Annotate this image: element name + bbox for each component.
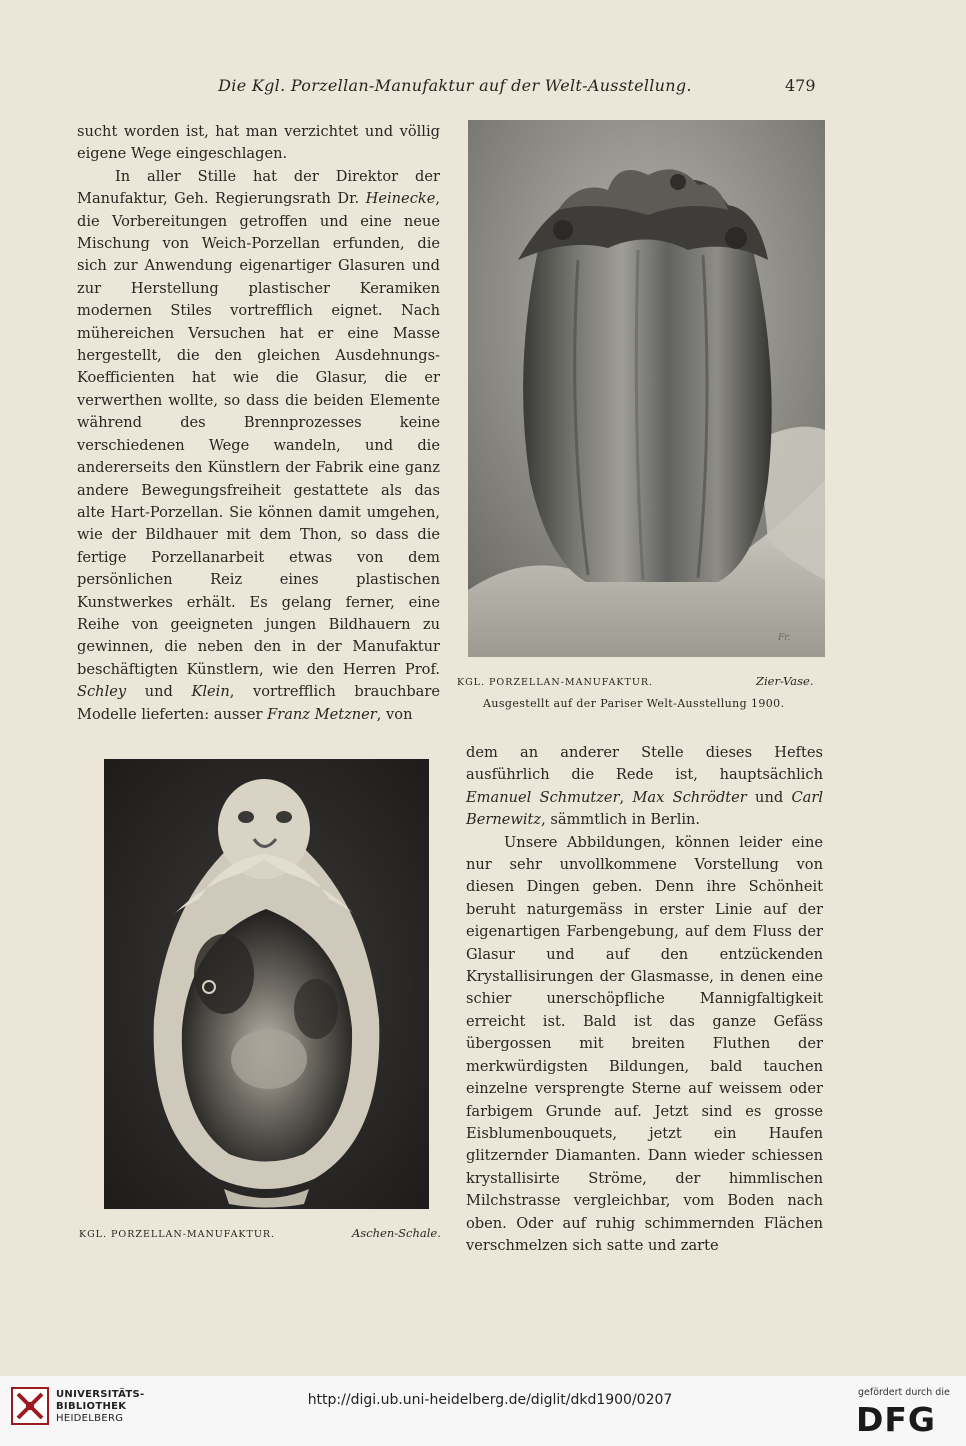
bowl-caption-maker: KGL. PORZELLAN-MANUFAKTUR.: [79, 1229, 276, 1240]
text-run: , vortrefflich brauchbare Modelle lieferten: ausser: [77, 683, 440, 723]
vase-caption-note: Ausgestellt auf der Pariser Welt-Ausstellung 1900.: [483, 697, 785, 710]
text-run: Unsere Abbildungen, können leider eine nur sehr unvollkommene Vorstellung von diesen Dingen geben. Denn ihre Schönheit beruht naturgemäss in erster Linie auf der eigenartigen Farbengebung, auf dem Fluss der Glasur und auf den entzückenden Krystallisirungen der Glasmasse, in denen eine schier unerschöpfliche Mannigfaltigkeit erreicht ist. Bald ist das ganze Gefäss übergossen mit breiten Fluthen der merkwürdigsten Bildungen, bald tauchen einzelne versprengte Sterne auf weissem oder farbigem Grunde auf. Jetzt sind es grosse Eisblumenbouquets, jetzt ein Haufen glitzernder Diamanten. Dann wieder schiessen krystallisirte Ströme, der himmlischen Milchstrasse vergleichbar, vom Boden nach oben. Oder auf ruhig schimmernden Flächen verschmelzen sich satte und zarte: [466, 833, 823, 1254]
italic-name: Emanuel Schmutzer: [466, 788, 620, 806]
text-run: und: [746, 788, 792, 806]
text-run: , sämmtlich in Berlin.: [541, 811, 701, 829]
library-name-line1: UNIVERSITÄTS-: [56, 1389, 145, 1400]
library-name-line2: BIBLIOTHEK: [56, 1401, 127, 1412]
text-run: dem an anderer Stelle dieses Heftes ausführlich die Rede ist, hauptsächlich: [466, 744, 823, 784]
text-run: ,: [619, 788, 633, 806]
bowl-illustration: [104, 759, 429, 1209]
text-run: In aller Stille hat der Direktor der Manufaktur, Geh. Regierungsrath Dr.: [77, 167, 440, 208]
left-text-column: [77, 121, 440, 726]
funded-by-label: gefördert durch die: [858, 1387, 950, 1398]
bowl-caption-title: Aschen-Schale.: [352, 1226, 441, 1240]
italic-name: Klein: [191, 683, 230, 701]
dfg-logo: DFG: [856, 1400, 937, 1439]
italic-name: Schley: [77, 683, 127, 701]
italic-name: Heinecke: [365, 190, 436, 208]
library-name-line3: HEIDELBERG: [56, 1413, 124, 1424]
vase-illustration: [468, 120, 825, 657]
bowl-photograph: [104, 759, 429, 1209]
source-url-link[interactable]: http://digi.ub.uni-heidelberg.de/diglit/dkd1900/0207: [307, 1392, 673, 1408]
paragraph: [466, 742, 823, 832]
paragraph: [466, 832, 823, 1258]
vase-caption-title: Zier-Vase.: [756, 674, 814, 688]
right-text-column: [466, 742, 823, 1257]
university-library-logo-icon: [10, 1386, 50, 1426]
text-run: sucht worden ist, hat man verzichtet und völlig eigene Wege eingeschlagen.: [77, 123, 440, 163]
paragraph: [77, 121, 440, 166]
vase-photograph: [468, 120, 825, 657]
italic-name: Carl Bernewitz: [466, 788, 823, 829]
italic-name: Franz Metzner: [267, 705, 377, 723]
vase-caption-maker: KGL. PORZELLAN-MANUFAKTUR.: [457, 677, 654, 688]
text-run: , die Vorbereitungen getroffen und eine neue Mischung von Weich-Porzellan erfunden, die sich zur Anwendung eigenartiger Glasuren und zur Herstellung plastischer Keramiken modernen Stiles vortrefflich eignet. Nach mühereichen Versuchen hat er eine Masse hergestellt, die den gleichen Ausdehnungs-Koefficienten hat wie die Glasur, die er verwerthen wollte, so dass die beiden Elemente während des Brennprozesses keine verschiedenen Wege wandeln, und die andererseits den Künstlern der Fabrik eine ganz andere Bewegungsfreiheit gestattete als das alte Hart-Porzellan. Sie können damit umgehen, wie der Bildhauer mit dem Thon, so dass die fertige Porzellanarbeit etwas von dem persönlichen Reiz eines plastischen Kunstwerkes erhält. Es gelang ferner, eine Reihe von geeigneten jungen Bildhauern zu gewinnen, die neben den in der Manufaktur beschäftigten Künstlern, wie den Herren Prof.: [77, 190, 440, 678]
text-run: und: [126, 683, 192, 701]
text-run: , von: [376, 705, 413, 723]
svg-text:Fr.: Fr.: [778, 633, 791, 643]
paragraph: [77, 166, 440, 726]
digitization-footer: [0, 1376, 966, 1446]
running-title: Die Kgl. Porzellan-Manufaktur auf der Welt-Ausstellung.: [218, 76, 692, 95]
page-number: 479: [785, 76, 816, 95]
italic-name: Max Schrödter: [632, 788, 747, 806]
